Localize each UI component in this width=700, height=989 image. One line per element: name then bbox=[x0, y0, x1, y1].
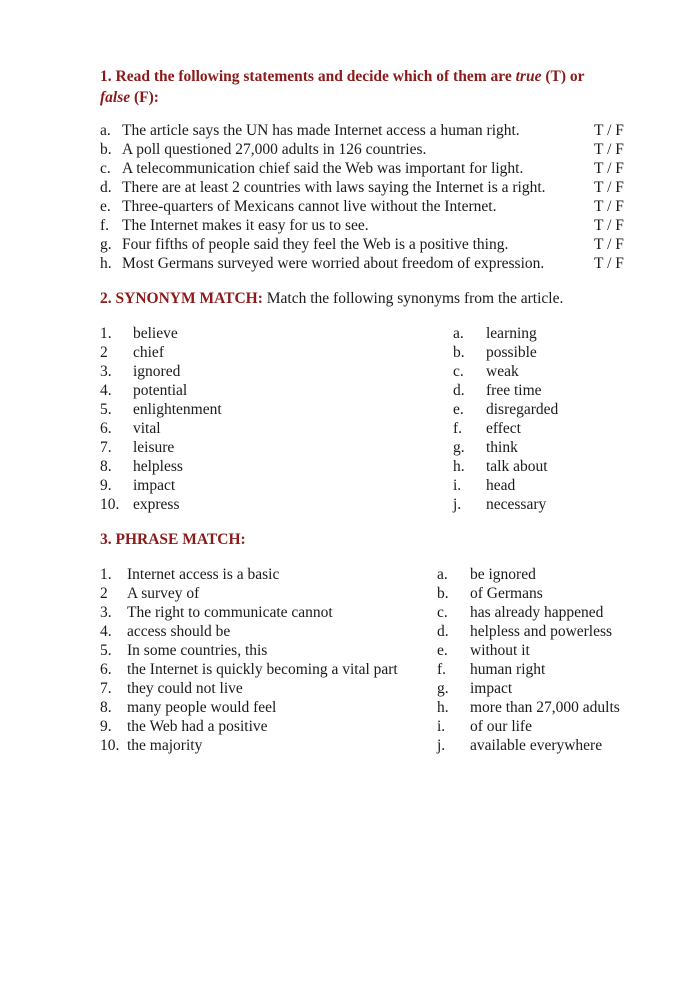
synonym-option-word: learning bbox=[486, 325, 537, 342]
statement-row bbox=[100, 197, 496, 216]
synonym-option-letter: i. bbox=[453, 477, 462, 494]
section1-heading-text-c: (F): bbox=[130, 89, 159, 106]
statement-letter: h. bbox=[100, 255, 112, 272]
phrase-number: 1. bbox=[100, 566, 112, 583]
phrase-option-letter: f. bbox=[437, 661, 447, 678]
phrase-number: 10. bbox=[100, 737, 120, 754]
phrase-number: 3. bbox=[100, 604, 112, 621]
synonym-word: leisure bbox=[133, 439, 175, 456]
section2-heading-instruction: Match the following synonyms from the article. bbox=[262, 290, 564, 307]
synonym-option-letter: c. bbox=[453, 363, 464, 380]
synonym-option-word: disregarded bbox=[486, 401, 559, 418]
phrase-item bbox=[100, 717, 268, 736]
phrase-number: 5. bbox=[100, 642, 112, 659]
statement-text: Most Germans surveyed were worried about freedom of expression. bbox=[122, 255, 545, 272]
synonym-number: 7. bbox=[100, 439, 112, 456]
synonym-option bbox=[453, 343, 537, 362]
statement-text: The article says the UN has made Internet access a human right. bbox=[122, 122, 520, 139]
phrase-option-letter: h. bbox=[437, 699, 449, 716]
true-false-option[interactable]: T / F bbox=[594, 160, 624, 177]
synonym-option-word: head bbox=[486, 477, 516, 494]
synonym-item bbox=[100, 400, 222, 419]
synonym-word: impact bbox=[133, 477, 176, 494]
phrase-option-text: has already happened bbox=[470, 604, 604, 621]
synonym-option bbox=[453, 438, 518, 457]
phrase-text: The right to communicate cannot bbox=[127, 604, 333, 621]
synonym-word: helpless bbox=[133, 458, 183, 475]
phrase-option bbox=[437, 603, 603, 622]
statement-row bbox=[100, 178, 546, 197]
phrase-option-text: without it bbox=[470, 642, 530, 659]
phrase-option-text: more than 27,000 adults bbox=[470, 699, 620, 716]
phrase-option bbox=[437, 660, 545, 679]
section1-heading-true: true bbox=[515, 68, 542, 85]
section2-heading bbox=[100, 289, 563, 309]
synonym-option-word: weak bbox=[486, 363, 519, 380]
phrase-text: many people would feel bbox=[127, 699, 277, 716]
phrase-option bbox=[437, 717, 532, 736]
phrase-item bbox=[100, 622, 230, 641]
phrase-option bbox=[437, 622, 612, 641]
phrase-option-letter: e. bbox=[437, 642, 448, 659]
synonym-number: 4. bbox=[100, 382, 112, 399]
phrase-item bbox=[100, 641, 267, 660]
phrase-number: 2 bbox=[100, 585, 108, 602]
true-false-option[interactable]: T / F bbox=[594, 255, 624, 272]
phrase-option bbox=[437, 736, 602, 755]
synonym-option-word: talk about bbox=[486, 458, 548, 475]
synonym-word: potential bbox=[133, 382, 188, 399]
phrase-option-text: impact bbox=[470, 680, 513, 697]
phrase-option bbox=[437, 641, 530, 660]
section2-heading-bold: 2. SYNONYM MATCH: bbox=[100, 290, 263, 307]
statement-text: A telecommunication chief said the Web was important for light. bbox=[122, 160, 524, 177]
synonym-item bbox=[100, 343, 164, 362]
synonym-option-letter: g. bbox=[453, 439, 465, 456]
phrase-option-text: be ignored bbox=[470, 566, 536, 583]
phrase-option-letter: i. bbox=[437, 718, 446, 735]
phrase-option-letter: a. bbox=[437, 566, 448, 583]
statement-row bbox=[100, 216, 369, 235]
phrase-text: A survey of bbox=[127, 585, 200, 602]
synonym-option-letter: h. bbox=[453, 458, 465, 475]
phrase-text: they could not live bbox=[127, 680, 243, 697]
phrase-text: the Web had a positive bbox=[127, 718, 268, 735]
statement-row bbox=[100, 235, 508, 254]
phrase-option bbox=[437, 584, 543, 603]
synonym-option bbox=[453, 495, 546, 514]
phrase-text: access should be bbox=[127, 623, 231, 640]
synonym-option bbox=[453, 381, 542, 400]
synonym-word: believe bbox=[133, 325, 178, 342]
phrase-item bbox=[100, 584, 199, 603]
synonym-number: 3. bbox=[100, 363, 112, 380]
synonym-option-letter: b. bbox=[453, 344, 465, 361]
phrase-item bbox=[100, 603, 333, 622]
statement-text: Three-quarters of Mexicans cannot live without the Internet. bbox=[122, 198, 497, 215]
statement-row bbox=[100, 140, 426, 159]
true-false-option[interactable]: T / F bbox=[594, 198, 624, 215]
synonym-item bbox=[100, 457, 183, 476]
synonym-item bbox=[100, 362, 180, 381]
phrase-option-text: available everywhere bbox=[470, 737, 603, 754]
statement-letter: e. bbox=[100, 198, 111, 215]
synonym-item bbox=[100, 438, 174, 457]
phrase-option-text: of our life bbox=[470, 718, 532, 735]
true-false-option[interactable]: T / F bbox=[594, 217, 624, 234]
synonym-item bbox=[100, 381, 187, 400]
synonym-item bbox=[100, 495, 180, 514]
phrase-option bbox=[437, 698, 620, 717]
synonym-word: ignored bbox=[133, 363, 181, 380]
section1-heading-text-a: 1. Read the following statements and decide which of them are bbox=[100, 68, 516, 85]
synonym-number: 8. bbox=[100, 458, 112, 475]
phrase-option-letter: g. bbox=[437, 680, 449, 697]
phrase-option-letter: c. bbox=[437, 604, 448, 621]
true-false-option[interactable]: T / F bbox=[594, 179, 624, 196]
statement-text: There are at least 2 countries with laws saying the Internet is a right. bbox=[122, 179, 546, 196]
phrase-number: 4. bbox=[100, 623, 112, 640]
synonym-option bbox=[453, 400, 558, 419]
synonym-number: 2 bbox=[100, 344, 108, 361]
statement-row bbox=[100, 159, 523, 178]
synonym-option bbox=[453, 324, 537, 343]
synonym-option-letter: d. bbox=[453, 382, 465, 399]
section1-heading bbox=[100, 66, 630, 108]
phrase-option-letter: b. bbox=[437, 585, 449, 602]
phrase-item bbox=[100, 736, 202, 755]
synonym-option-letter: f. bbox=[453, 420, 463, 437]
synonym-option-word: necessary bbox=[486, 496, 547, 513]
phrase-option-letter: d. bbox=[437, 623, 449, 640]
phrase-option-text: helpless and powerless bbox=[470, 623, 613, 640]
true-false-option[interactable]: T / F bbox=[594, 141, 624, 158]
synonym-item bbox=[100, 476, 175, 495]
synonym-number: 5. bbox=[100, 401, 112, 418]
statement-row bbox=[100, 121, 520, 140]
synonym-option bbox=[453, 362, 519, 381]
synonym-option bbox=[453, 419, 521, 438]
synonym-word: express bbox=[133, 496, 180, 513]
phrase-text: the Internet is quickly becoming a vital part bbox=[127, 661, 398, 678]
phrase-number: 9. bbox=[100, 718, 112, 735]
synonym-option-letter: a. bbox=[453, 325, 464, 342]
statement-letter: f. bbox=[100, 217, 110, 234]
synonym-option-word: effect bbox=[486, 420, 521, 437]
statement-text: The Internet makes it easy for us to see. bbox=[122, 217, 369, 234]
synonym-number: 10. bbox=[100, 496, 120, 513]
phrase-option bbox=[437, 679, 512, 698]
phrase-option-letter: j. bbox=[437, 737, 446, 754]
phrase-item bbox=[100, 698, 276, 717]
synonym-word: vital bbox=[133, 420, 161, 437]
section1-heading-false: false bbox=[100, 89, 131, 106]
synonym-option bbox=[453, 457, 548, 476]
phrase-item bbox=[100, 679, 243, 698]
phrase-text: the majority bbox=[127, 737, 203, 754]
statement-letter: b. bbox=[100, 141, 112, 158]
synonym-item bbox=[100, 324, 178, 343]
statement-row bbox=[100, 254, 544, 273]
synonym-option bbox=[453, 476, 515, 495]
synonym-option-word: free time bbox=[486, 382, 542, 399]
statement-letter: g. bbox=[100, 236, 112, 253]
synonym-number: 9. bbox=[100, 477, 112, 494]
true-false-option[interactable]: T / F bbox=[594, 122, 624, 139]
statement-letter: d. bbox=[100, 179, 112, 196]
section1-heading-text-b: (T) or bbox=[541, 68, 585, 85]
phrase-option-text: of Germans bbox=[470, 585, 543, 602]
synonym-option-letter: e. bbox=[453, 401, 464, 418]
statement-text: A poll questioned 27,000 adults in 126 countries. bbox=[122, 141, 427, 158]
true-false-option[interactable]: T / F bbox=[594, 236, 624, 253]
phrase-item bbox=[100, 565, 279, 584]
statement-letter: c. bbox=[100, 160, 111, 177]
phrase-number: 7. bbox=[100, 680, 112, 697]
synonym-option-letter: j. bbox=[453, 496, 462, 513]
statement-text: Four fifths of people said they feel the Web is a positive thing. bbox=[122, 236, 509, 253]
phrase-text: In some countries, this bbox=[127, 642, 268, 659]
section3-heading: 3. PHRASE MATCH: bbox=[100, 531, 246, 548]
synonym-option-word: possible bbox=[486, 344, 537, 361]
phrase-number: 6. bbox=[100, 661, 112, 678]
phrase-option bbox=[437, 565, 536, 584]
phrase-option-text: human right bbox=[470, 661, 546, 678]
phrase-item bbox=[100, 660, 398, 679]
statement-letter: a. bbox=[100, 122, 111, 139]
synonym-word: enlightenment bbox=[133, 401, 222, 418]
synonym-option-word: think bbox=[486, 439, 518, 456]
phrase-number: 8. bbox=[100, 699, 112, 716]
synonym-number: 6. bbox=[100, 420, 112, 437]
synonym-item bbox=[100, 419, 161, 438]
phrase-text: Internet access is a basic bbox=[127, 566, 280, 583]
synonym-number: 1. bbox=[100, 325, 112, 342]
synonym-word: chief bbox=[133, 344, 164, 361]
